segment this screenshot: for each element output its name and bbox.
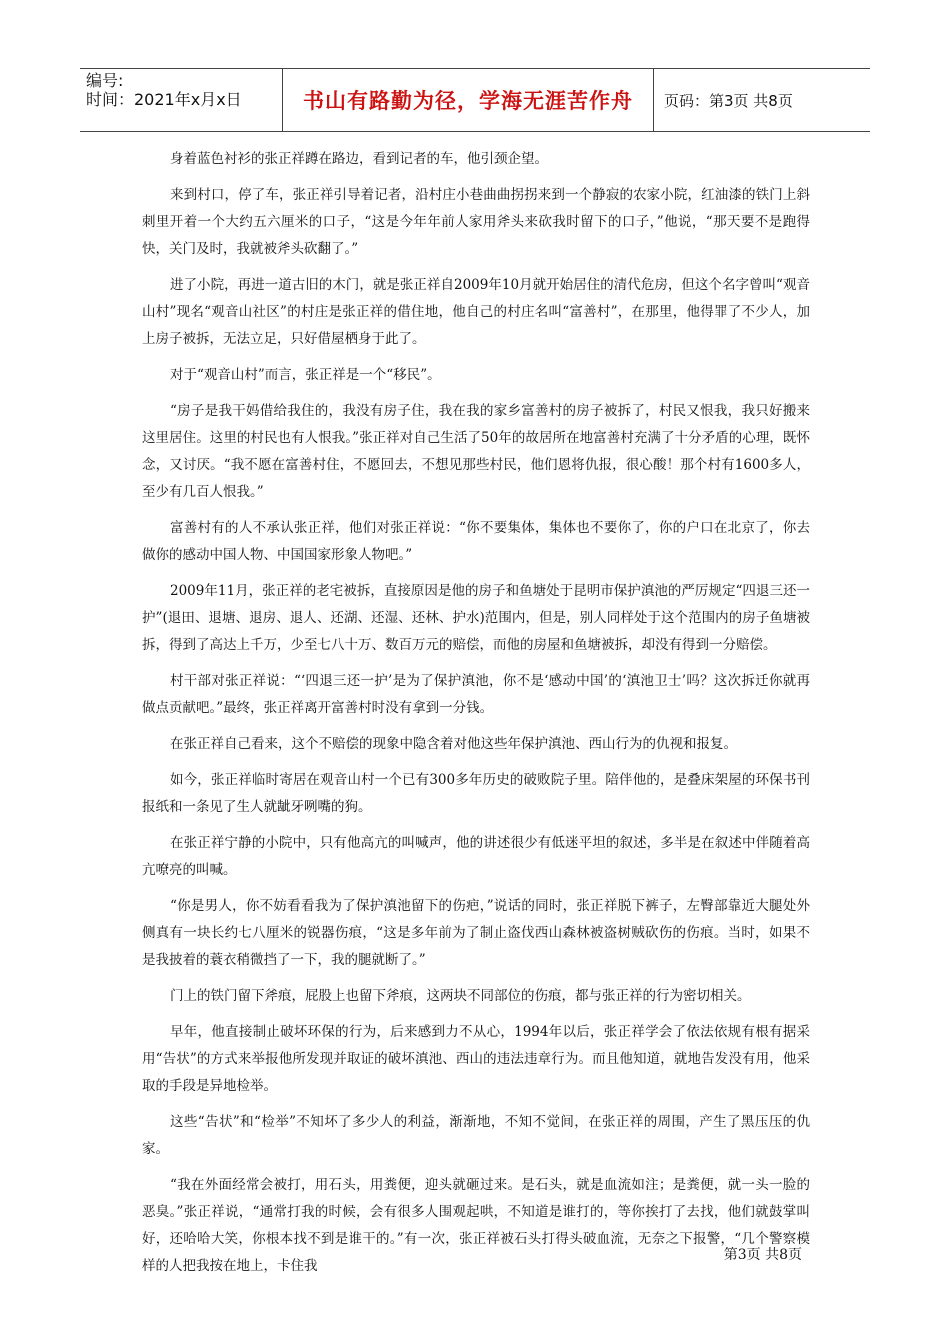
paragraph: 村干部对张正祥说：“‘四退三还一护’是为了保护滇池，你不是‘感动中国’的‘滇池卫士’吗？这次拆迁你就再做点贡献吧。”最终，张正祥离开富善村时没有拿到一分钱。 (142, 673, 810, 716)
paragraph: 如今，张正祥临时寄居在观音山村一个已有300多年历史的破败院子里。陪伴他的，是叠床架屋的环保书刊报纸和一条见了生人就龇牙咧嘴的狗。 (142, 772, 810, 815)
header-page-label: 页码：第3页 共8页 (664, 91, 793, 110)
article-body (142, 146, 810, 1289)
paragraph: “你是男人，你不妨看看我为了保护滇池留下的伤疤，”说话的同时，张正祥脱下裤子，左臀部靠近大腿处外侧真有一块长约七八厘米的锐器伤痕，“这是多年前为了制止盗伐西山森林被盗树贼砍伤的伤痕。当时，如果不是我披着的蓑衣稍微挡了一下，我的腿就断了。” (142, 898, 810, 968)
date-label: 时间：2021年x月x日 (86, 90, 242, 109)
header-motto: 书山有路勤为径，学海无涯苦作舟 (303, 89, 633, 113)
paragraph: “我在外面经常会被打，用石头，用粪便，迎头就砸过来。是石头，就是血流如注；是粪便，就一头一脸的恶臭。”张正祥说，“通常打我的时候，会有很多人围观起哄，不知道是谁打的，等你挨打了去找，他们就鼓掌叫好，还哈哈大笑，你根本找不到是谁干的。”有一次，张正祥被石头打得头破血流，无奈之下报警，“几个警察模样的人把我按在地上，卡住我 (142, 1177, 810, 1274)
paragraph: 富善村有的人不承认张正祥，他们对张正祥说：“你不要集体，集体也不要你了，你的户口在北京了，你去做你的感动中国人物、中国国家形象人物吧。” (142, 520, 810, 563)
paragraph: 进了小院，再进一道古旧的木门，就是张正祥自2009年10月就开始居住的清代危房，但这个名字曾叫“观音山村”现名“观音山社区”的村庄是张正祥的借住地，他自己的村庄名叫“富善村”，在那里，他得罪了不少人，加上房子被拆，无法立足，只好借屋栖身于此了。 (142, 277, 810, 347)
paragraph: 对于“观音山村”而言，张正祥是一个“移民”。 (170, 367, 441, 383)
header-meta (80, 69, 282, 131)
paragraph: “房子是我干妈借给我住的，我没有房子住，我在我的家乡富善村的房子被拆了，村民又恨我，我只好搬来这里居住。这里的村民也有人恨我。”张正祥对自己生活了50年的故居所在地富善村充满了十分矛盾的心理，既怀念，又讨厌。“我不愿在富善村住，不愿回去，不想见那些村民，他们恩将仇报，很心酸！那个村有1600多人，至少有几百人恨我。” (142, 403, 810, 500)
header-motto-cell (282, 69, 654, 131)
paragraph: 这些“告状”和“检举”不知坏了多少人的利益，渐渐地，不知不觉间，在张正祥的周围，产生了黑压压的仇家。 (142, 1114, 810, 1157)
paragraph: 门上的铁门留下斧痕，屁股上也留下斧痕，这两块不同部位的伤痕，都与张正祥的行为密切相关。 (170, 988, 751, 1004)
header-page-cell (654, 69, 870, 131)
paragraph: 来到村口，停了车，张正祥引导着记者，沿村庄小巷曲曲拐拐来到一个静寂的农家小院，红油漆的铁门上斜刺里开着一个大约五六厘米的口子，“这是今年年前人家用斧头来砍我时留下的口子，”他说，“那天要不是跑得快，关门及时，我就被斧头砍翻了。” (142, 187, 810, 257)
paragraph: 在张正祥自己看来，这个不赔偿的现象中隐含着对他这些年保护滇池、西山行为的仇视和报复。 (170, 736, 737, 752)
document-header (80, 68, 870, 132)
paragraph: 早年，他直接制止破坏环保的行为，后来感到力不从心，1994年以后，张正祥学会了依法依规有根有据采用“告状”的方式来举报他所发现并取证的破坏滇池、西山的违法违章行为。而且他知道，就地告发没有用，他采取的手段是异地检举。 (142, 1024, 810, 1094)
paragraph: 2009年11月，张正祥的老宅被拆，直接原因是他的房子和鱼塘处于昆明市保护滇池的严厉规定“四退三还一护”(退田、退塘、退房、退人、还湖、还湿、还林、护水)范围内，但是，别人同样处于这个范围内的房子鱼塘被拆，得到了高达上千万，少至七八十万、数百万元的赔偿，而他的房屋和鱼塘被拆，却没有得到一分赔偿。 (142, 583, 810, 653)
paragraph: 身着蓝色衬衫的张正祥蹲在路边，看到记者的车，他引颈企望。 (170, 151, 548, 167)
number-label: 编号: (86, 71, 124, 90)
footer-page-number: 第3页 共8页 (723, 1247, 802, 1263)
paragraph: 在张正祥宁静的小院中，只有他高亢的叫喊声，他的讲述很少有低迷平坦的叙述，多半是在叙述中伴随着高亢嘹亮的叫喊。 (142, 835, 810, 878)
